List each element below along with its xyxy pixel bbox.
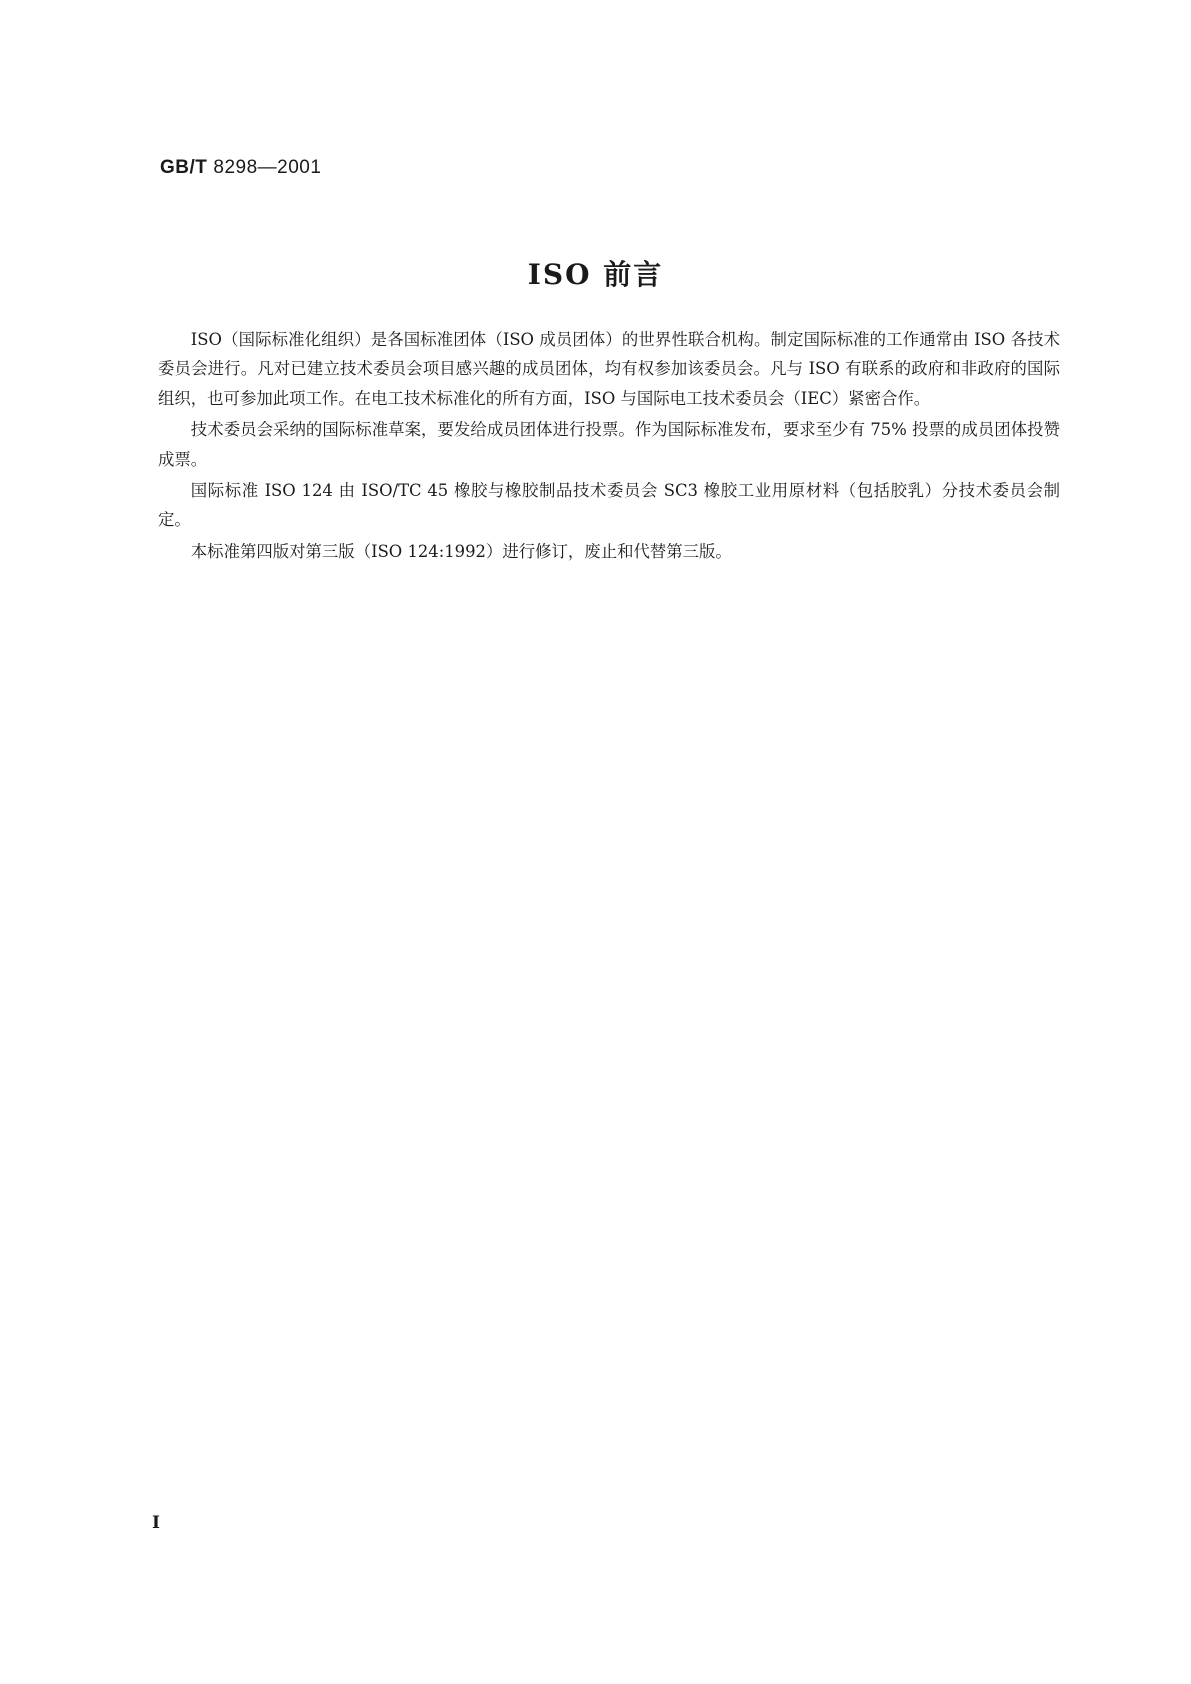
standard-number: 8298—2001 [213, 157, 322, 178]
standard-code [160, 157, 321, 179]
page-title: ISO 前言 [527, 258, 664, 291]
foreword-body [158, 325, 1060, 568]
paragraph-revision: 本标准第四版对第三版（ISO 124:1992）进行修订，废止和代替第三版。 [190, 541, 732, 561]
standard-prefix: GB/T [160, 157, 208, 178]
paragraph-voting: 技术委员会采纳的国际标准草案，要发给成员团体进行投票。作为国际标准发布，要求至少有 75% 投票的成员团体投赞成票。 [158, 420, 1060, 469]
page-number: I [152, 1513, 160, 1533]
paragraph-committee: 国际标准 ISO 124 由 ISO/TC 45 橡胶与橡胶制品技术委员会 SC3 橡胶工业用原材料（包括胶乳）分技术委员会制定。 [158, 481, 1060, 530]
paragraph-iso-intro: ISO（国际标准化组织）是各国标准团体（ISO 成员团体）的世界性联合机构。制定国际标准的工作通常由 ISO 各技术委员会进行。凡对已建立技术委员会项目感兴趣的成员团体，均有权参加该委员会。凡与 ISO 有联系的政府和非政府的国际组织，也可参加此项工作。在电工技术标准化的所有方面，ISO 与国际电工技术委员会（IEC）紧密合作。 [158, 330, 1060, 408]
